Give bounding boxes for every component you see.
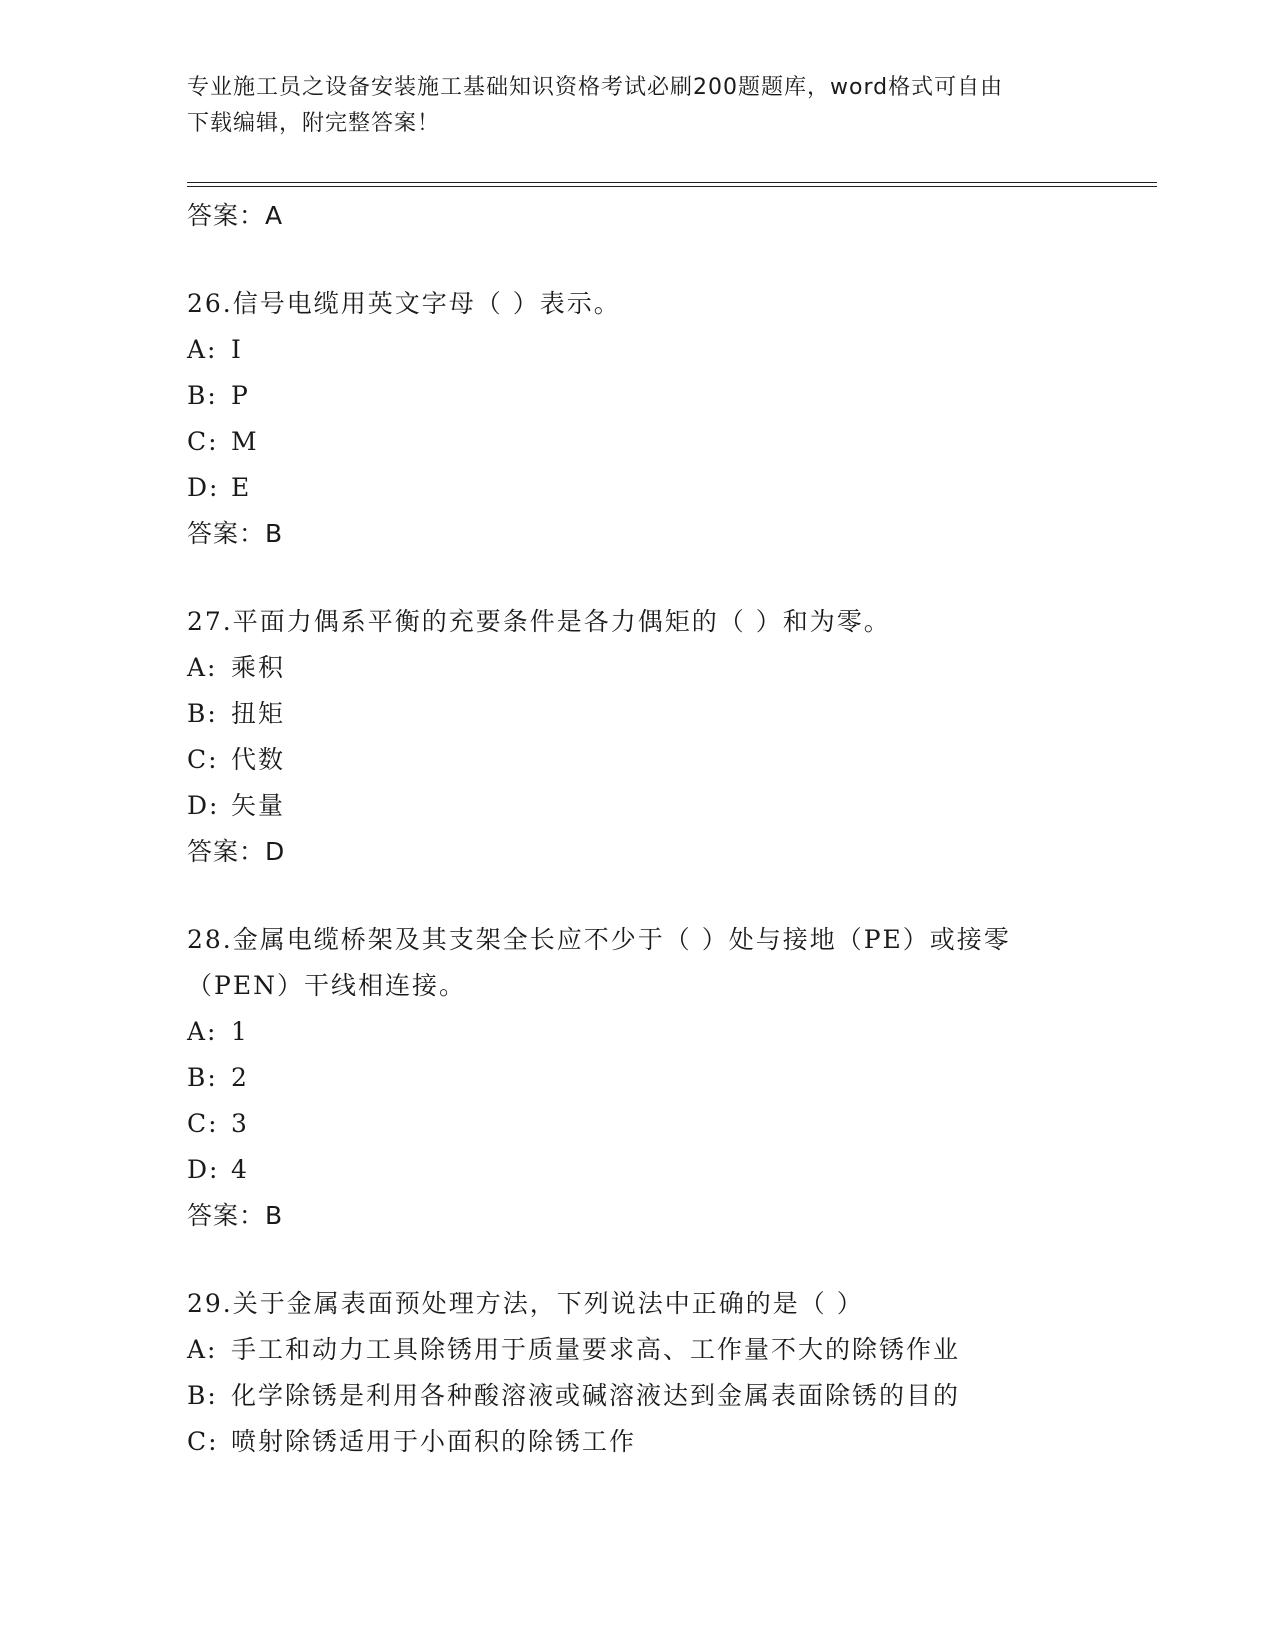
option-a xyxy=(187,645,1157,691)
option-text: 3 xyxy=(231,1109,249,1138)
option-label: A: xyxy=(187,1335,218,1364)
option-a xyxy=(187,327,1157,373)
option-label: B: xyxy=(187,1063,218,1092)
option-label: C: xyxy=(187,427,219,456)
question-stem: 26.信号电缆用英文字母（ ）表示。 xyxy=(187,289,621,318)
answer: 答案：B xyxy=(187,519,284,548)
option-text: 矢量 xyxy=(231,791,286,820)
question-stem: 29.关于金属表面预处理方法，下列说法中正确的是（ ） xyxy=(187,1289,864,1318)
option-text: 2 xyxy=(231,1063,249,1092)
question-stem-line-2: （PEN）干线相连接。 xyxy=(187,971,466,1000)
question-stem-line-1: 28.金属电缆桥架及其支架全长应不少于（ ）处与接地（PE）或接零 xyxy=(187,925,1011,954)
option-text: 喷射除锈适用于小面积的除锈工作 xyxy=(231,1427,637,1456)
question-stem: 27.平面力偶系平衡的充要条件是各力偶矩的（ ）和为零。 xyxy=(187,607,891,636)
question-26 xyxy=(187,281,1157,557)
header-line-1: 专业施工员之设备安装施工基础知识资格考试必刷200题题库，word格式可自由 xyxy=(187,75,1004,100)
option-c xyxy=(187,1419,1157,1465)
header-line-2: 下载编辑，附完整答案！ xyxy=(187,111,441,136)
option-b xyxy=(187,1055,1157,1101)
option-b xyxy=(187,691,1157,737)
option-d xyxy=(187,783,1157,829)
option-d xyxy=(187,1147,1157,1193)
option-c xyxy=(187,419,1157,465)
option-label: C: xyxy=(187,1427,219,1456)
header-double-rule xyxy=(187,182,1157,187)
option-b xyxy=(187,373,1157,419)
question-29 xyxy=(187,1281,1157,1465)
document-header xyxy=(187,70,1067,142)
option-label: D: xyxy=(187,791,220,820)
option-label: B: xyxy=(187,1381,218,1410)
question-28 xyxy=(187,917,1157,1239)
document-page xyxy=(187,70,1157,1465)
question-27 xyxy=(187,599,1157,875)
previous-answer: 答案：A xyxy=(187,201,284,230)
option-text: 扭矩 xyxy=(231,699,286,728)
option-d xyxy=(187,465,1157,511)
option-text: 代数 xyxy=(231,745,286,774)
option-text: 乘积 xyxy=(231,653,286,682)
option-label: B: xyxy=(187,699,218,728)
option-label: B: xyxy=(187,381,218,410)
option-a xyxy=(187,1009,1157,1055)
option-text: E xyxy=(231,473,252,502)
option-text: 1 xyxy=(231,1017,249,1046)
option-text: P xyxy=(231,381,250,410)
option-label: D: xyxy=(187,473,220,502)
option-text: 化学除锈是利用各种酸溶液或碱溶液达到金属表面除锈的目的 xyxy=(231,1381,961,1410)
option-label: A: xyxy=(187,335,218,364)
option-b xyxy=(187,1373,1157,1419)
option-label: C: xyxy=(187,745,219,774)
option-text: I xyxy=(231,335,243,364)
option-label: C: xyxy=(187,1109,219,1138)
option-text: M xyxy=(231,427,259,456)
option-c xyxy=(187,1101,1157,1147)
option-label: D: xyxy=(187,1155,220,1184)
option-label: A: xyxy=(187,1017,218,1046)
option-text: 4 xyxy=(231,1155,249,1184)
option-text: 手工和动力工具除锈用于质量要求高、工作量不大的除锈作业 xyxy=(231,1335,961,1364)
option-c xyxy=(187,737,1157,783)
option-a xyxy=(187,1327,1157,1373)
answer: 答案：D xyxy=(187,837,286,866)
option-label: A: xyxy=(187,653,218,682)
answer: 答案：B xyxy=(187,1201,284,1230)
